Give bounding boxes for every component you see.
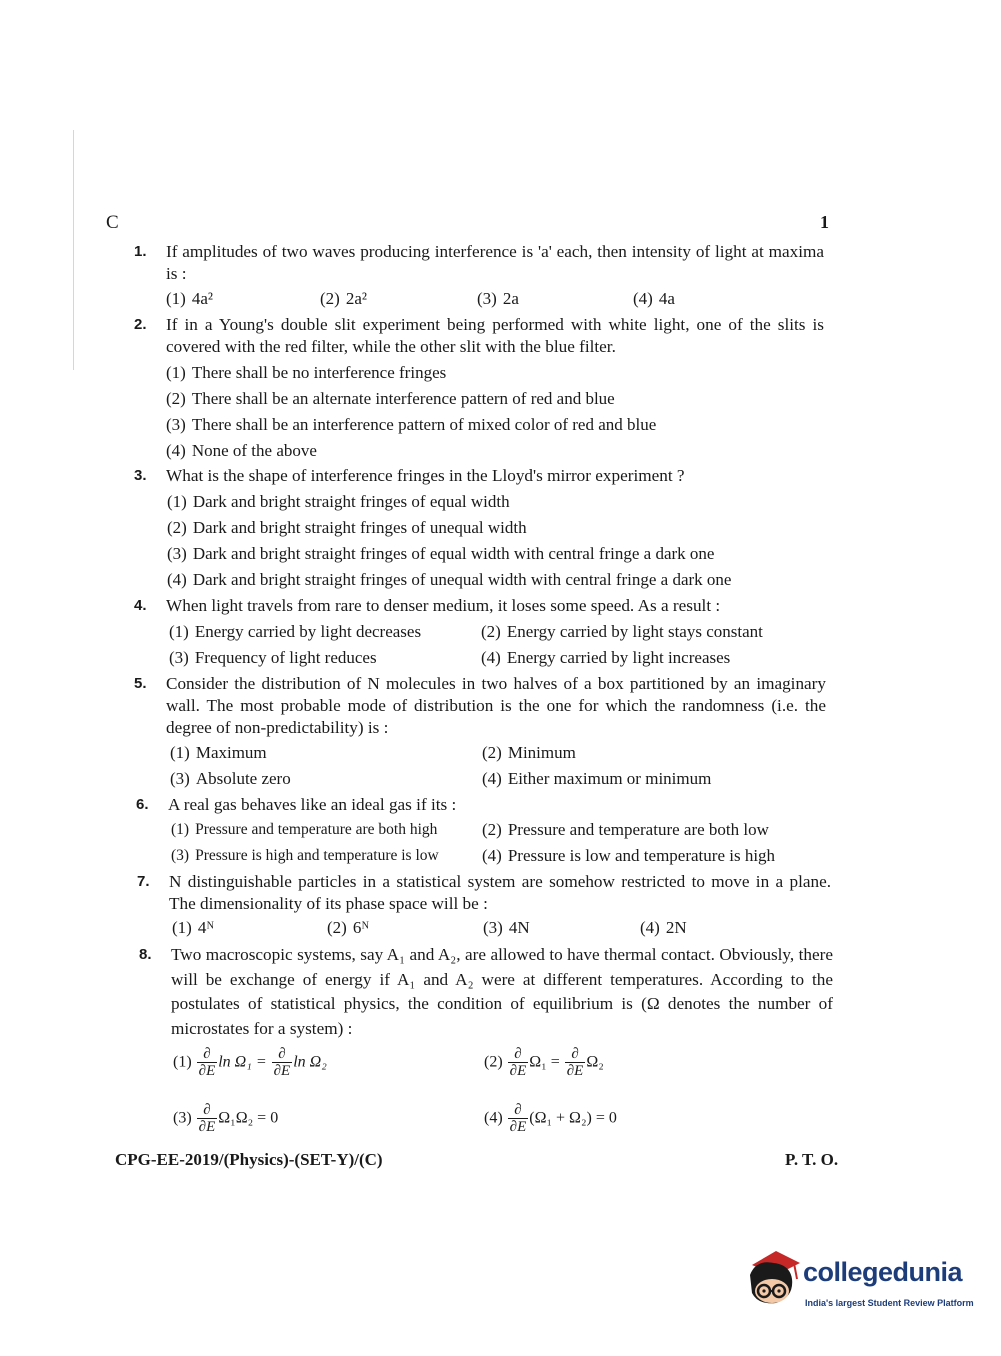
question-stem: A real gas behaves like an ideal gas if its :	[168, 795, 457, 814]
option-2-1: (1) There shall be no interference fringes	[166, 363, 447, 382]
question-stem: If amplitudes of two waves producing interference is 'a' each, then intensity of light at maxima is :	[166, 242, 824, 283]
option-8-4: (4) $\frac{\partial}{\partial E}$ (Ω₁ + Ω₂) = 0	[484, 1102, 617, 1135]
option-7-1: (1) 4ᴺ	[172, 918, 215, 937]
option-5-3: (3) Absolute zero	[170, 769, 291, 788]
option-3-1: (1) Dark and bright straight fringes of equal width	[167, 492, 510, 511]
option-3-2: (2) Dark and bright straight fringes of unequal width	[167, 518, 527, 537]
question-4	[134, 595, 824, 617]
question-6	[136, 794, 832, 816]
option-5-1: (1) Maximum	[170, 743, 267, 762]
option-4-2: (2) Energy carried by light stays constant	[481, 622, 763, 641]
question-3	[134, 465, 824, 487]
option-2-3: (3) There shall be an interference pattern of mixed color of red and blue	[166, 415, 657, 434]
option-6-2: (2) Pressure and temperature are both low	[482, 820, 769, 839]
paper-code: CPG-EE-2019/(Physics)-(SET-Y)/(C)	[115, 1150, 383, 1169]
option-7-4: (4) 2N	[640, 918, 687, 937]
option-3-4: (4) Dark and bright straight fringes of unequal width with central fringe a dark one	[167, 570, 732, 589]
option-4-3: (3) Frequency of light reduces	[169, 648, 377, 667]
option-5-4: (4) Either maximum or minimum	[482, 769, 712, 788]
option-2-4: (4) None of the above	[166, 441, 317, 460]
option-7-3: (3) 4N	[483, 918, 530, 937]
option-4-1: (1) Energy carried by light decreases	[169, 622, 422, 641]
set-code: C	[106, 212, 119, 233]
question-stem: Two macroscopic systems, say A₁ and A₂, are allowed to have thermal contact. Obviously, there will be exchange of energy if A₁ and A₂ were at different temperatures. According to the postulates of statistical physics, the condition of equilibrium is (Ω denotes the number of microstates for a system) :	[171, 945, 833, 1038]
question-stem: If in a Young's double slit experiment being performed with white light, one of the slits is covered with the red filter, while the other slit with the blue filter.	[166, 315, 824, 356]
page-number: 1	[820, 212, 829, 232]
collegedunia-logo	[742, 1245, 972, 1325]
binding-margin-line	[73, 130, 74, 370]
option-8-2: (2) $\frac{\partial}{\partial E}$ Ω₁ = $\frac{\partial}{\partial E}$ Ω₂	[484, 1046, 604, 1079]
question-stem: What is the shape of interference fringes in the Lloyd's mirror experiment ?	[166, 466, 685, 485]
option-4-4: (4) Energy carried by light increases	[481, 648, 731, 667]
question-8	[139, 943, 837, 1038]
question-number: 7.	[137, 873, 150, 890]
question-number: 4.	[134, 597, 147, 614]
option-8-3: (3) $\frac{\partial}{\partial E}$ Ω₁Ω₂ = 0	[173, 1102, 279, 1135]
option-5-2: (2) Minimum	[482, 743, 576, 762]
question-5	[134, 673, 830, 739]
question-number: 5.	[134, 675, 147, 692]
question-number: 6.	[136, 796, 149, 813]
option-8-1: (1) $\frac{\partial}{\partial E}$ ln Ω₁ = $\frac{\partial}{\partial E}$ ln Ω₂	[173, 1046, 327, 1079]
question-number: 8.	[139, 946, 152, 963]
pto-label: P. T. O.	[785, 1150, 839, 1169]
option-6-3: (3) Pressure is high and temperature is low	[171, 847, 439, 864]
question-stem: Consider the distribution of N molecules in two halves of a box partitioned by an imaginary wall. The most probable mode of distribution is the one for which the randomness (i.e. the degree of non-predictability) is :	[166, 674, 826, 737]
question-number: 1.	[134, 243, 147, 260]
question-7	[137, 871, 833, 915]
option-6-1: (1) Pressure and temperature are both high	[171, 821, 438, 838]
option-1-4: (4) 4a	[633, 289, 675, 308]
question-number: 3.	[134, 467, 147, 484]
option-6-4: (4) Pressure is low and temperature is high	[482, 846, 776, 865]
question-1	[134, 241, 824, 285]
question-2	[134, 314, 824, 358]
logo-tagline: India's largest Student Review Platform	[805, 1298, 974, 1308]
option-3-3: (3) Dark and bright straight fringes of equal width with central fringe a dark one	[167, 544, 715, 563]
mascot-icon	[742, 1245, 804, 1325]
question-stem: When light travels from rare to denser medium, it loses some speed. As a result :	[166, 596, 721, 615]
question-stem: N distinguishable particles in a statistical system are somehow restricted to move in a plane. The dimensionality of its phase space will be :	[169, 872, 831, 913]
option-7-2: (2) 6ᴺ	[327, 918, 370, 937]
option-1-2: (2) 2a²	[320, 289, 367, 308]
option-1-1: (1) 4a²	[166, 289, 213, 308]
logo-wordmark: collegedunia	[803, 1257, 963, 1287]
option-2-2: (2) There shall be an alternate interference pattern of red and blue	[166, 389, 615, 408]
option-1-3: (3) 2a	[477, 289, 519, 308]
question-number: 2.	[134, 316, 147, 333]
